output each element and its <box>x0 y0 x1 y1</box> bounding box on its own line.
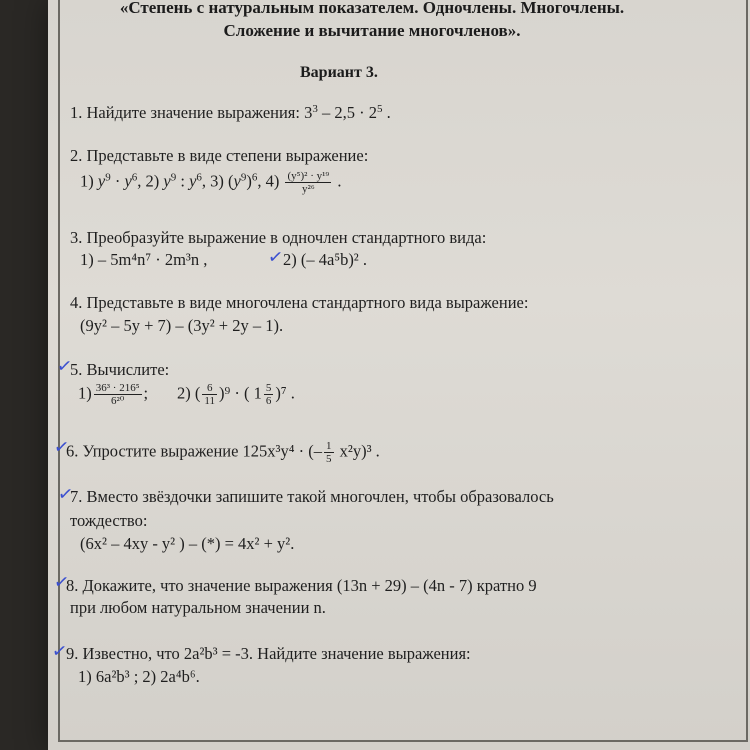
checkmark-icon: ✓ <box>52 436 71 459</box>
task-1: 1. Найдите значение выражения: $3^3 - 2,5 \cdot 2^5$ . <box>70 103 391 122</box>
variant-title: Вариант 3. <box>300 64 378 81</box>
task-7-expression: (6x² – 4xy - y² ) – (*) = 4x² + y². <box>80 534 295 553</box>
task-8-title: 8. Докажите, что значение выражения (13n + 29) – (4n - 7) кратно 9 <box>66 576 537 595</box>
task-5-parts: 1) $\frac{\text{36³ · 216⁵}}{\text{6²⁰}}$ ; 2) ( $\frac{6}{11}$ )⁹ · ( 1 $\frac{5}{6}$ )⁷ . <box>78 382 295 407</box>
task-4-expression: (9y² – 5y + 7) – (3y² + 2y – 1). <box>80 316 284 335</box>
checkmark-icon: ✓ <box>50 640 69 663</box>
header-line-2: Сложение и вычитание многочленов». <box>223 21 521 40</box>
task-2-title: 2. Представьте в виде степени выражение: <box>70 146 369 165</box>
task-4-title: 4. Представьте в виде многочлена стандартного вида выражение: <box>70 293 529 312</box>
task-2-fraction: $\frac{\text{(y⁵)² · y¹⁹}}{\text{y²⁶}}$ <box>287 170 330 195</box>
task-6: 6. Упростите выражение 125x³y⁴ · (– $\frac{1}{5}$ x²y)³ . <box>66 440 380 465</box>
task-2-parts: 1) $y^9 \cdot y^6$, 2) $y^9$ : $y^6$, 3) $(y^9)^6$, 4) $\frac{\text{(y⁵)² · y¹⁹}}{\text{y²⁶}}$ . <box>80 170 342 195</box>
task-9-title: 9. Известно, что 2a²b³ = -3. Найдите значение выражения: <box>66 644 471 663</box>
task-3-part-1: 1) – 5m⁴n⁷ · 2m³n , <box>80 250 208 269</box>
checkmark-icon: ✓ <box>52 571 71 594</box>
header-line-1: «Степень с натуральным показателем. Одночлены. Многочлены. <box>119 0 625 17</box>
task-8-line-2: при любом натуральном значении n. <box>70 598 326 617</box>
task-3-part-2: 2) (– 4a⁵b)² . <box>283 250 368 269</box>
checkmark-icon: ✓ <box>266 246 285 269</box>
task-5-title: 5. Вычислите: <box>70 360 170 379</box>
task-9-parts: 1) 6a²b³ ; 2) 2a⁴b⁶. <box>78 667 200 686</box>
task-3-title: 3. Преобразуйте выражение в одночлен стандартного вида: <box>70 228 487 247</box>
checkmark-icon: ✓ <box>55 355 74 378</box>
task-7-title: 7. Вместо звёздочки запишите такой многочлен, чтобы образовалось <box>70 487 554 506</box>
task-7-line-2: тождество: <box>70 511 148 530</box>
checkmark-icon: ✓ <box>56 483 75 506</box>
